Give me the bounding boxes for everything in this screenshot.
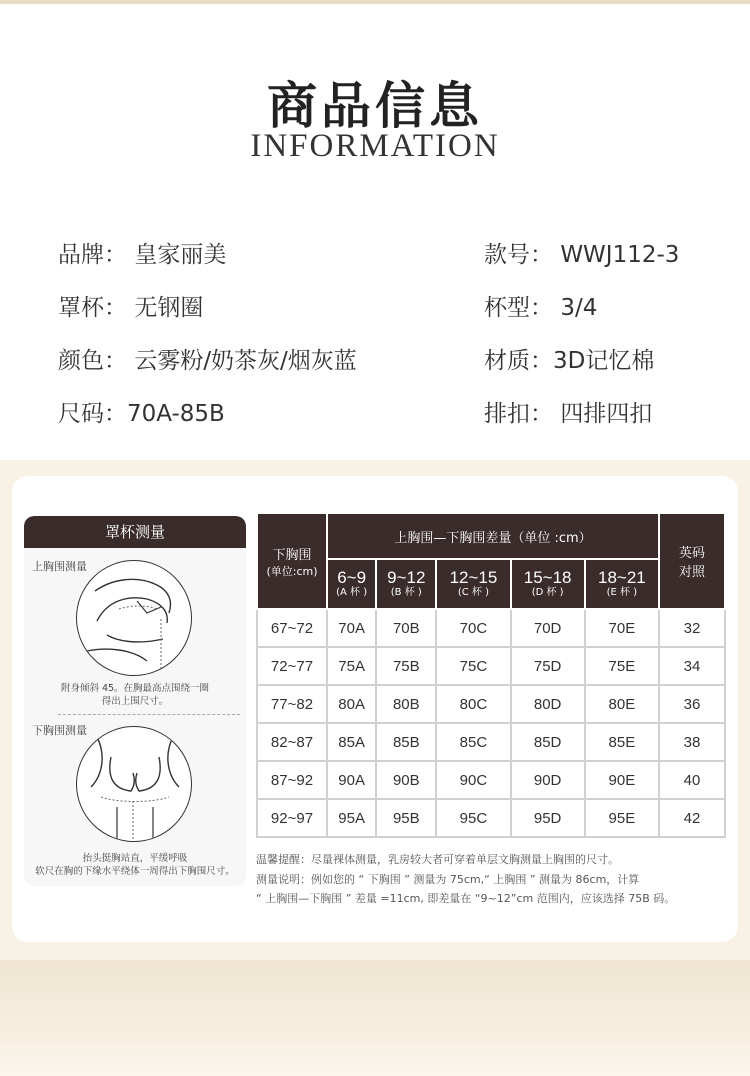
lower-measure-note-1: 抬头挺胸站直，平缓呼吸	[82, 853, 188, 864]
size-cell: 80C	[436, 685, 510, 723]
size-cell: 95A	[327, 799, 376, 837]
size-cell: 90B	[376, 761, 436, 799]
size-cell: 85E	[585, 723, 659, 761]
table-row	[257, 723, 725, 761]
size-cell: 85C	[436, 723, 510, 761]
cup-header: 9~12 (B 杯 )	[376, 559, 436, 609]
uk-size-header: 英码 对照	[659, 513, 725, 609]
size-cell: 75D	[511, 647, 585, 685]
size-cell: 80E	[585, 685, 659, 723]
size-cell: 70E	[585, 609, 659, 647]
measure-panel	[24, 516, 246, 886]
measure-title: 罩杯测量	[24, 516, 246, 548]
size-cell: 70D	[511, 609, 585, 647]
uk-size-cell: 42	[659, 799, 725, 837]
diff-header: 上胸围—下胸围差量（单位 :cm）	[327, 513, 659, 559]
upper-bust-figure-icon	[77, 561, 192, 676]
measure-notes	[256, 850, 736, 909]
footer-background	[0, 960, 750, 1076]
size-cell: 90E	[585, 761, 659, 799]
cup-header-row	[257, 559, 725, 609]
size-cell: 75E	[585, 647, 659, 685]
under-bust-cell: 92~97	[257, 799, 327, 837]
upper-measure-label: 上胸围测量	[32, 560, 87, 573]
model-field: 款号： WWJ112-3	[484, 242, 680, 268]
size-cell: 70B	[376, 609, 436, 647]
upper-measure-note-2: 得出上围尺寸。	[101, 696, 169, 707]
under-bust-header: 下胸围 (单位:cm)	[257, 513, 327, 609]
under-bust-cell: 82~87	[257, 723, 327, 761]
info-row-4	[0, 395, 750, 429]
size-cell: 95E	[585, 799, 659, 837]
size-cell: 80A	[327, 685, 376, 723]
size-cell: 75A	[327, 647, 376, 685]
size-cell: 75B	[376, 647, 436, 685]
size-chart-table	[256, 512, 726, 838]
table-row	[257, 761, 725, 799]
cup-header: 12~15 (C 杯 )	[436, 559, 510, 609]
table-row	[257, 799, 725, 837]
cup-header: 18~21 (E 杯 )	[585, 559, 659, 609]
divider	[58, 714, 240, 715]
under-bust-cell: 72~77	[257, 647, 327, 685]
under-bust-cell: 77~82	[257, 685, 327, 723]
size-cell: 90D	[511, 761, 585, 799]
size-field: 尺码：70A-85B	[58, 401, 225, 427]
size-cell: 90A	[327, 761, 376, 799]
upper-bust-illustration	[76, 560, 192, 676]
uk-size-cell: 38	[659, 723, 725, 761]
size-cell: 70C	[436, 609, 510, 647]
clasp-field: 排扣： 四排四扣	[484, 401, 653, 427]
info-row-1	[0, 236, 750, 270]
uk-size-cell: 40	[659, 761, 725, 799]
uk-size-cell: 36	[659, 685, 725, 723]
size-cell: 95C	[436, 799, 510, 837]
color-field: 颜色： 云雾粉/奶茶灰/烟灰蓝	[58, 348, 357, 374]
size-cell: 75C	[436, 647, 510, 685]
uk-size-cell: 32	[659, 609, 725, 647]
table-row	[257, 685, 725, 723]
cup-header: 15~18 (D 杯 )	[511, 559, 585, 609]
uk-size-cell: 34	[659, 647, 725, 685]
size-cell: 85B	[376, 723, 436, 761]
page-subtitle: INFORMATION	[250, 128, 500, 164]
size-cell: 95D	[511, 799, 585, 837]
size-cell: 80D	[511, 685, 585, 723]
under-bust-cell: 87~92	[257, 761, 327, 799]
table-header-row	[257, 513, 725, 559]
brand-field: 品牌： 皇家丽美	[58, 242, 227, 268]
info-row-3	[0, 342, 750, 376]
lower-measure-label: 下胸围测量	[32, 724, 87, 737]
size-cell: 95B	[376, 799, 436, 837]
under-bust-illustration	[76, 726, 192, 842]
size-cell: 90C	[436, 761, 510, 799]
cup-shape-field: 杯型： 3/4	[484, 295, 598, 321]
note-line: “ 上胸围—下胸围 ” 差量 =11cm, 即差量在 “9~12”cm 范围内，应该选择 75B 码。	[256, 892, 676, 905]
table-row	[257, 609, 725, 647]
note-line: 测量说明：例如您的 “ 下胸围 ” 测量为 75cm,“ 上胸围 ” 测量为 86cm，计算	[256, 872, 640, 886]
upper-measure-note-1: 附身倾斜 45。在胸最高点围绕一圈	[60, 683, 210, 694]
material-field: 材质：3D记忆棉	[484, 348, 655, 374]
cup-header: 6~9 (A 杯 )	[327, 559, 376, 609]
table-row	[257, 647, 725, 685]
page-title: 商品信息	[267, 76, 483, 135]
note-line: 温馨提醒：尽量裸体测量，乳房较大者可穿着单层文胸测量上胸围的尺寸。	[256, 853, 619, 866]
info-row-2	[0, 289, 750, 323]
cup-type-field: 罩杯： 无钢圈	[58, 295, 204, 321]
lower-measure-note-2: 软尺在胸的下缘水平绕体一周得出下胸围尺寸。	[35, 866, 235, 877]
top-strip	[0, 0, 750, 4]
under-bust-cell: 67~72	[257, 609, 327, 647]
size-cell: 85D	[511, 723, 585, 761]
under-bust-figure-icon	[77, 727, 192, 842]
size-cell: 70A	[327, 609, 376, 647]
size-cell: 80B	[376, 685, 436, 723]
size-cell: 85A	[327, 723, 376, 761]
